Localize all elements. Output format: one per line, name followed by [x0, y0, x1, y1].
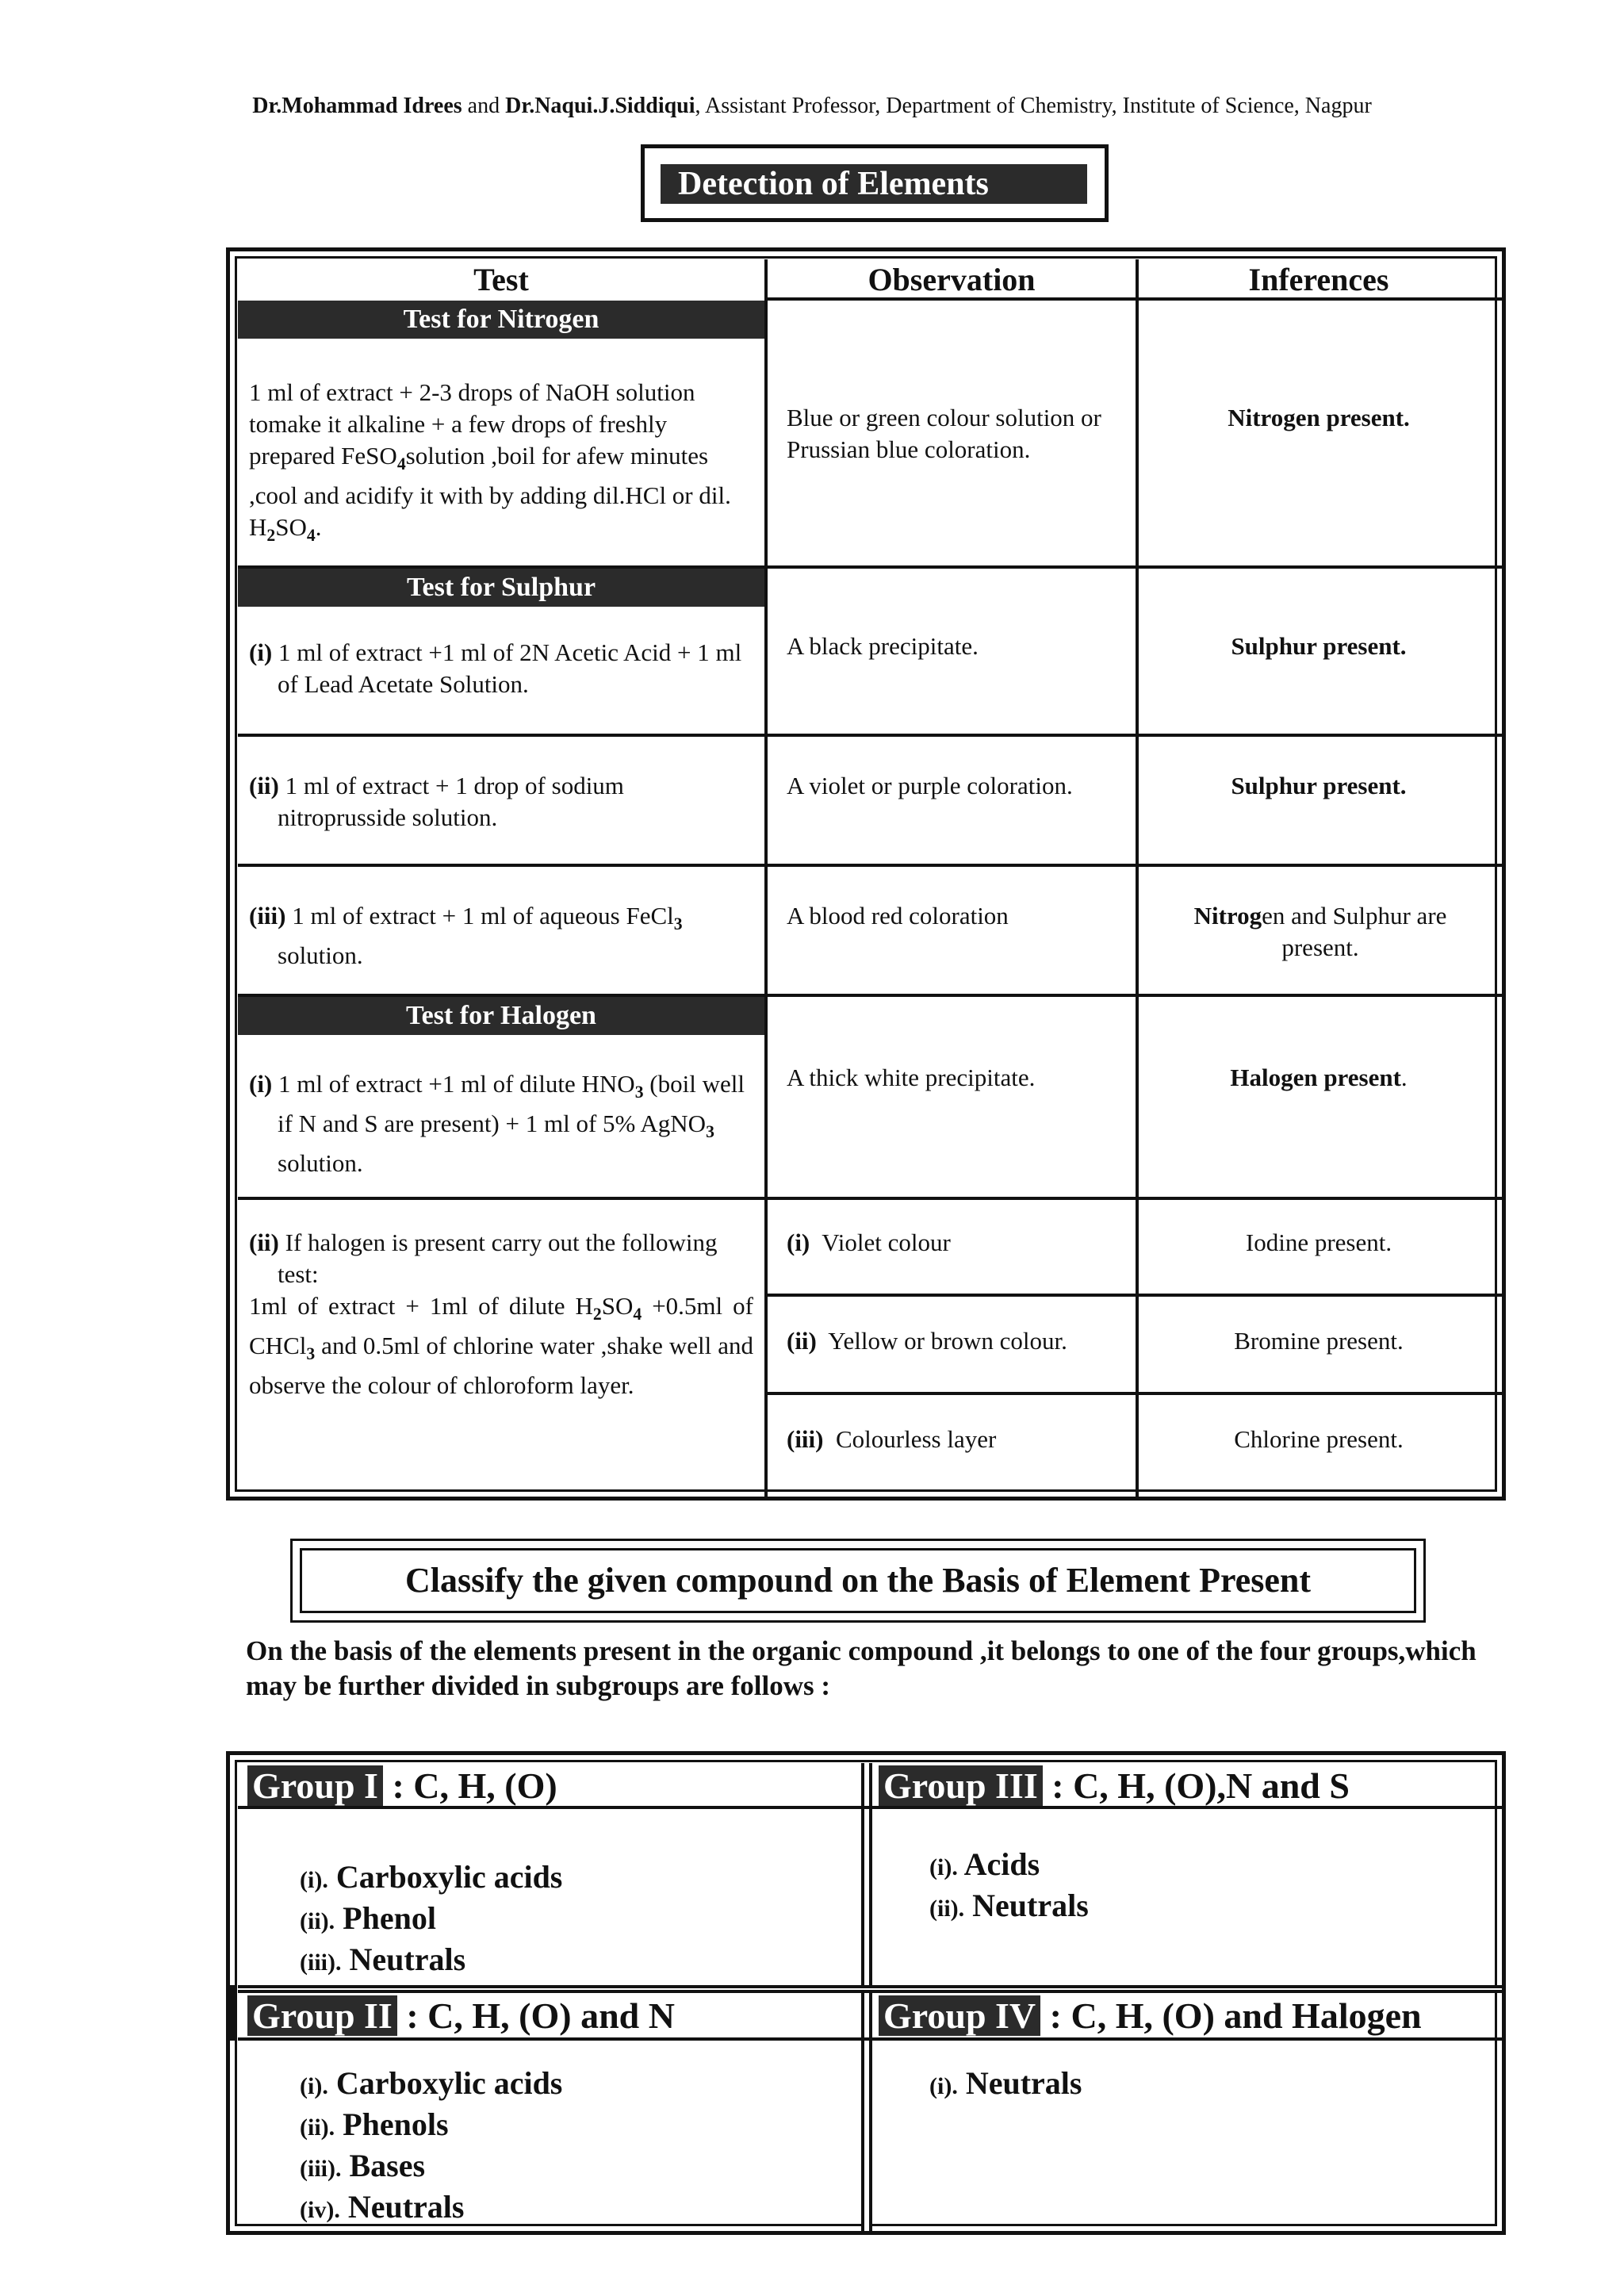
row-rule [238, 864, 1502, 867]
halogen-inference-bromine: Bromine present. [1234, 1327, 1404, 1355]
title-box [641, 144, 1109, 222]
sulphur-test-1: (i) 1 ml of extract +1 ml of 2N Acetic Acid + 1 ml of Lead Acetate Solution. [249, 638, 742, 698]
group-item-label: Neutrals [972, 1888, 1089, 1923]
sulphur-inference-1: Sulphur present. [1231, 632, 1407, 660]
column-divider-1 [764, 259, 768, 1497]
item-number: (iii) [787, 1425, 824, 1453]
group-item-label: Carboxylic acids [335, 1859, 563, 1895]
sulphur-observation-1: A black precipitate. [787, 632, 979, 660]
group-item [300, 1899, 855, 1941]
group-item-label: Carboxylic acids [335, 2065, 563, 2101]
halogen-test-1: (i) 1 ml of extract +1 ml of dilute $HNO_3$ (boil well if N and S are present) + 1 ml of 5% AgNO$_3$ solution. [249, 1070, 745, 1178]
row-rule [764, 1392, 1502, 1395]
sulphur-observation-2: A violet or purple coloration. [787, 772, 1073, 799]
group-1-formula: : C, H, (O) [382, 1765, 557, 1806]
sulphur-test-2: (ii) 1 ml of extract + 1 drop of sodium nitroprusside solution. [249, 772, 624, 831]
group-item [300, 2188, 855, 2229]
group-item [300, 2106, 855, 2147]
classify-paragraph: On the basis of the elements present in the organic compound ,it belongs to one of the four groups,which may be further divided in subgroups are follows : [246, 1635, 1477, 1701]
group-item [929, 2064, 1484, 2106]
row-rule [238, 734, 1502, 737]
item-number: (iii) [249, 902, 286, 930]
header-test: Test [473, 262, 529, 297]
groups-table [226, 1751, 1506, 2235]
group-item-number: (iii). [300, 2156, 342, 2182]
header-and: and [462, 94, 506, 118]
page-title: Detection of Elements [661, 164, 1087, 204]
group-rule [238, 1806, 1502, 1809]
group-2-formula: : C, H, (O) and N [396, 1995, 675, 2036]
section-nitrogen: Test for Nitrogen [238, 301, 764, 339]
row-rule [238, 1197, 1502, 1200]
groups-divider [861, 1763, 872, 2231]
inference-rest: en and Sulphur are present. [1262, 902, 1447, 961]
group-3-heading [879, 1765, 1497, 1806]
group-item-number: (ii). [300, 2114, 335, 2141]
group-4-heading [879, 1995, 1497, 2036]
halogen-observation-bromine: (ii) Yellow or brown colour. [787, 1327, 1067, 1355]
column-divider-2 [1136, 259, 1139, 1497]
group-item-number: (i). [929, 1854, 958, 1880]
item-number: (ii) [249, 1228, 279, 1256]
inference-rest: . [1400, 1064, 1408, 1091]
affiliation: , Assistant Professor, Department of Chemistry, Institute of Science, Nagpur [695, 94, 1372, 118]
classify-title: Classify the given compound on the Basis of Element Present [300, 1548, 1416, 1613]
group-item-number: (ii). [300, 1908, 335, 1934]
nitrogen-inference: Nitrogen present. [1228, 404, 1410, 431]
header-rule [764, 297, 1502, 301]
group-rule [238, 1985, 1502, 1993]
group-item-label: Acids [963, 1846, 1040, 1882]
group-item-label: Bases [349, 2148, 426, 2183]
group-3-items [929, 1846, 1484, 1928]
group-item-number: (iv). [300, 2197, 340, 2223]
halogen-observation-chlorine: (iii) Colourless layer [787, 1425, 997, 1453]
group-item-label: Phenol [343, 1900, 436, 1936]
group-2-tag: Group II [247, 1995, 397, 2036]
classify-box [290, 1539, 1426, 1623]
author-2: Dr.Naqui.J.Siddiqui [505, 94, 695, 118]
detection-table [226, 247, 1506, 1501]
group-rule [238, 2037, 1502, 2041]
nitrogen-observation: Blue or green colour solution or Prussian blue coloration. [787, 404, 1101, 463]
sulphur-inference-3 [1166, 900, 1475, 964]
group-item [300, 2064, 855, 2106]
group-item-number: (i). [929, 2073, 958, 2099]
group-item-label: Neutrals [347, 2189, 465, 2225]
group-item [300, 2147, 855, 2188]
sulphur-test-3: (iii) 1 ml of extract + 1 ml of aqueous FeCl$_3$ solution. [249, 902, 683, 970]
group-item-label: Phenols [343, 2106, 449, 2142]
section-halogen: Test for Halogen [238, 997, 764, 1035]
group-item-number: (i). [300, 1867, 328, 1893]
nitrogen-test: 1 ml of extract + 2-3 drops of NaOH solution tomake it alkaline + a few drops of freshly prepared FeSO$_4$solution ,boil for afew minutes ,cool and acidify it with by adding dil.HCl or dil. $H_2SO_4$. [249, 378, 731, 546]
author-1: Dr.Mohammad Idrees [252, 94, 462, 118]
group-item [929, 1887, 1484, 1928]
halogen-observation-iodine: (i) Violet colour [787, 1228, 951, 1256]
group-1-items [300, 1858, 855, 1982]
halogen-observation-1: A thick white precipitate. [787, 1064, 1036, 1091]
group-4-tag: Group IV [879, 1995, 1040, 2036]
group-1-heading [247, 1765, 858, 1806]
item-number: (i) [249, 1070, 273, 1098]
halogen-inference-chlorine: Chlorine present. [1234, 1425, 1404, 1453]
item-number: (i) [249, 638, 273, 666]
group-2-items [300, 2064, 855, 2229]
group-item-number: (ii). [929, 1895, 965, 1922]
inference-bold-part: Nitrog [1193, 902, 1262, 930]
group-4-formula: : C, H, (O) and Halogen [1040, 1995, 1422, 2036]
group-4-items [929, 2064, 1484, 2106]
group-item [300, 1858, 855, 1899]
group-rule-left-notch [227, 1985, 235, 2041]
group-3-formula: : C, H, (O),N and S [1042, 1765, 1350, 1806]
group-item-label: Neutrals [349, 1941, 466, 1977]
group-3-tag: Group III [879, 1765, 1043, 1806]
item-number: (ii) [249, 772, 279, 799]
group-item-number: (i). [300, 2073, 328, 2099]
group-item-label: Neutrals [965, 2065, 1082, 2101]
row-rule [764, 1294, 1502, 1297]
group-1-tag: Group I [247, 1765, 383, 1806]
header-observation: Observation [868, 262, 1036, 297]
group-2-heading [247, 1995, 858, 2036]
halogen-inference-iodine: Iodine present. [1245, 1228, 1392, 1256]
halogen-test-2: (ii) If halogen is present carry out the following test: 1ml of extract + 1ml of dilute $H_2SO_4 +0.5ml$ of CHCl$_3$ and 0.5ml of chlorine water ,shake well and observe the colour of chloroform layer. [249, 1228, 753, 1400]
page-header [0, 94, 1624, 119]
group-item [300, 1941, 855, 1982]
header-inferences: Inferences [1248, 262, 1389, 297]
inference-bold-part: Halogen present [1230, 1064, 1401, 1091]
item-number: (i) [787, 1228, 810, 1256]
group-item [929, 1846, 1484, 1887]
sulphur-inference-2: Sulphur present. [1231, 772, 1407, 799]
halogen-inference-1 [1139, 1062, 1499, 1094]
group-item-number: (iii). [300, 1949, 342, 1976]
item-number: (ii) [787, 1327, 817, 1355]
sulphur-observation-3: A blood red coloration [787, 902, 1009, 930]
section-sulphur: Test for Sulphur [238, 569, 764, 607]
